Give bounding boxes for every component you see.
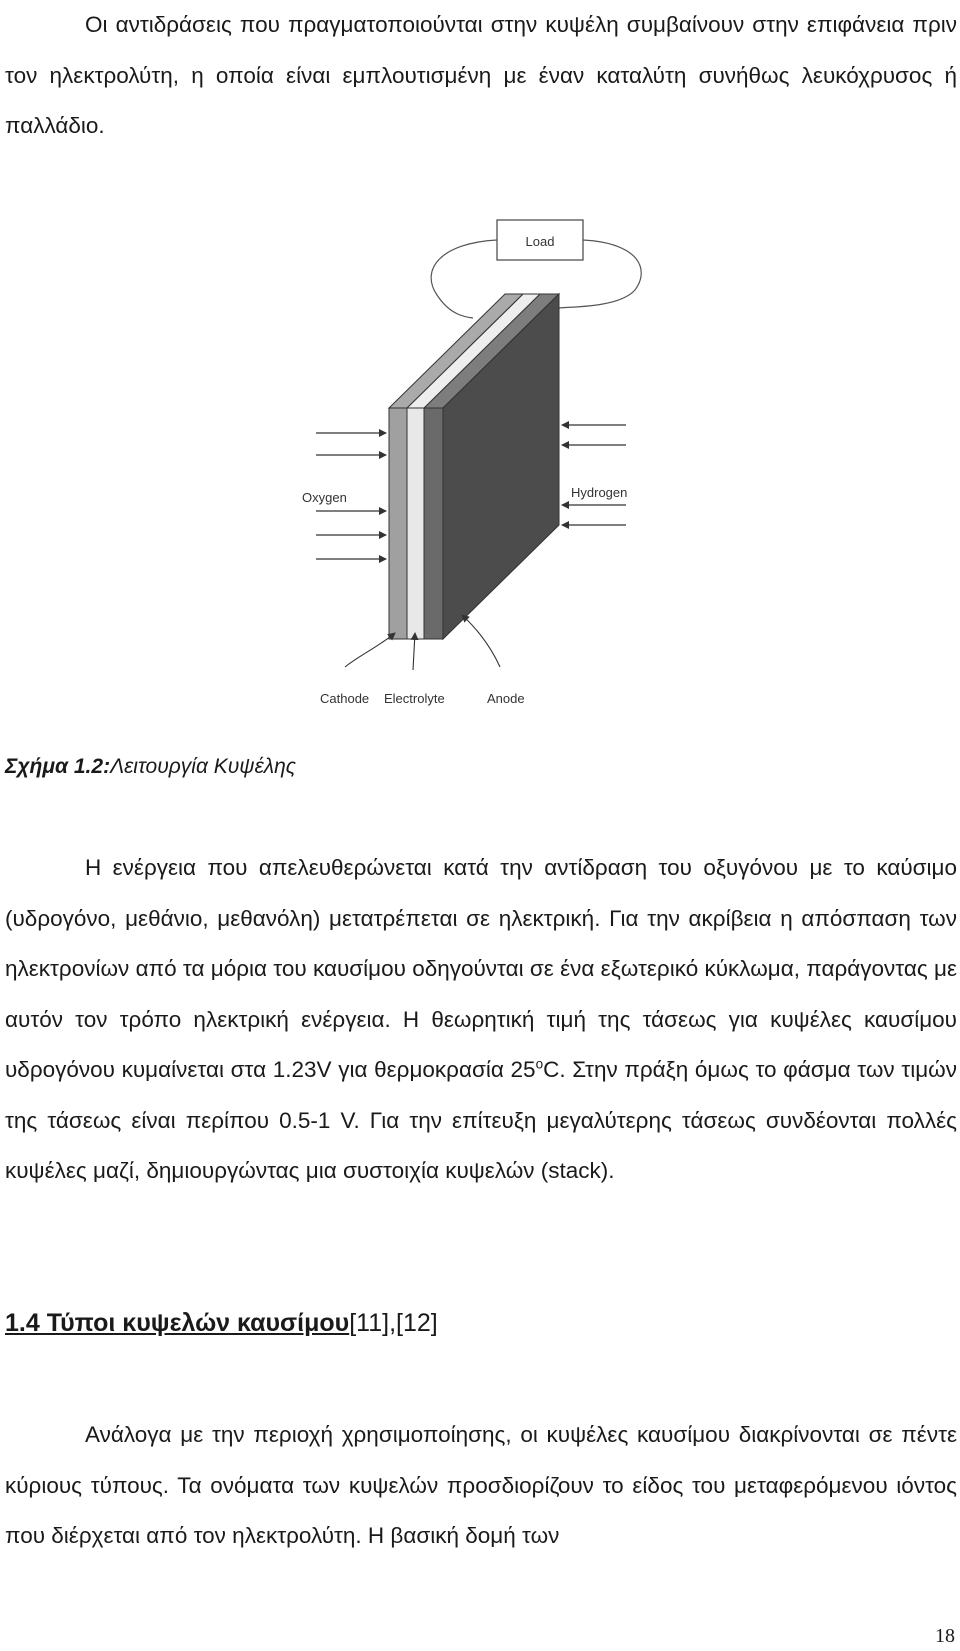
fuel-cell-diagram — [0, 215, 960, 715]
electrolyte-label: Electrolyte — [384, 691, 445, 706]
hydrogen-label: Hydrogen — [571, 485, 628, 500]
cathode-layer — [389, 408, 407, 639]
anode-label: Anode — [487, 691, 525, 706]
energy-text-part2: C. Στην πράξη όμως το φάσμα των τιμών της τάσεως είναι περίπου 0.5-1 V. Για την επίτευξη μεγαλύτερης τάσεως συνδέονται πολλές κυψέλες μαζί, δημιουργώντας μια συστοιχία κυψελών (stack). — [5, 1057, 957, 1183]
caption-text: Λειτουργία Κυψέλης — [110, 755, 297, 778]
oxygen-label: Oxygen — [302, 490, 347, 505]
section-heading — [5, 1305, 438, 1341]
cathode-label: Cathode — [320, 691, 370, 706]
types-paragraph: Ανάλογα με την περιοχή χρησιμοποίησης, οι κυψέλες καυσίμου διακρίνονται σε πέντε κύριους τύπους. Τα ονόματα των κυψελών προσδιορίζουν το είδος του μεταφερόμενου ιόντος που διέρχεται από τον ηλεκτρολύτη. Η βασική δομή των — [5, 1422, 957, 1548]
electrolyte-layer — [407, 408, 424, 639]
anode-layer-front — [424, 408, 443, 639]
hydrogen-arrows — [562, 425, 626, 525]
circuit-wire-left — [431, 240, 497, 318]
figure-caption — [5, 752, 296, 782]
section-references: [11],[12] — [349, 1309, 438, 1337]
anode-pointer — [462, 615, 500, 667]
section-title: 1.4 Τύποι κυψελών καυσίμου — [5, 1309, 350, 1337]
page-number: 18 — [935, 1625, 955, 1647]
degree-superscript: o — [535, 1056, 544, 1072]
caption-label: Σχήμα 1.2: — [5, 755, 111, 778]
intro-paragraph: Οι αντιδράσεις που πραγματοποιούνται στην κυψέλη συμβαίνουν στην επιφάνεια πριν τον ηλεκτρολύτη, η οποία είναι εμπλουτισμένη με έναν καταλύτη συνήθως λευκόχρυσος ή παλλάδιο. — [5, 12, 957, 138]
cathode-pointer — [345, 633, 395, 667]
energy-text-part1: Η ενέργεια που απελευθερώνεται κατά την αντίδραση του οξυγόνου με το καύσιμο (υδρογόνο, μεθάνιο, μεθανόλη) μετατρέπεται σε ηλεκτρική. Για την ακρίβεια η απόσπαση των ηλεκτρονίων από τα μόρια του καυσίμου οδηγούνται σε ένα εξωτερικό κύκλωμα, παράγοντας με αυτόν τον τρόπο ηλεκτρική ενέργεια. Η θεωρητική τιμή της τάσεως για κυψέλες καυσίμου υδρογόνου κυμαίνεται στα 1.23V για θερμοκρασία 25 — [5, 855, 957, 1082]
energy-paragraph — [5, 843, 957, 1197]
load-label: Load — [525, 234, 555, 249]
